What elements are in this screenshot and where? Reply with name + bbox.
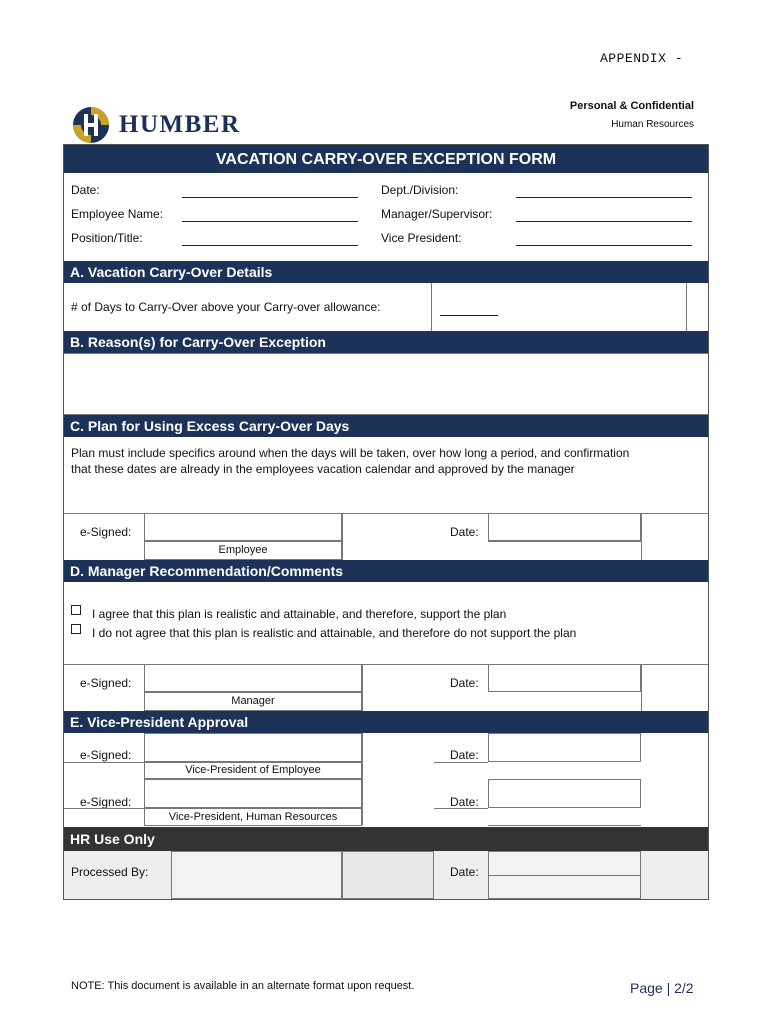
vp-hr-esigned-label: e-Signed: bbox=[80, 795, 132, 809]
vp-employee-role-box bbox=[144, 762, 362, 779]
vp-left-line-2 bbox=[64, 808, 144, 809]
processed-by-label: Processed By: bbox=[71, 865, 149, 879]
vp-hr-role-box bbox=[144, 808, 362, 826]
department-label: Human Resources bbox=[611, 119, 694, 130]
manager-role-label: Manager bbox=[231, 695, 275, 707]
section-a-divider bbox=[431, 283, 432, 331]
vp-divider bbox=[362, 733, 363, 825]
agree-checkbox[interactable] bbox=[71, 605, 81, 615]
agree-label: I agree that this plan is realistic and attainable, and therefore, support the plan bbox=[92, 607, 507, 621]
date-label: Date: bbox=[71, 183, 100, 197]
confidential-label: Personal & Confidential bbox=[569, 100, 694, 112]
manager-date-field[interactable] bbox=[488, 664, 641, 692]
logo-wordmark: HUMBER bbox=[119, 111, 241, 138]
reason-textarea[interactable] bbox=[64, 353, 708, 415]
vp-date-left-line-1 bbox=[434, 762, 488, 763]
disagree-label: I do not agree that this plan is realistic and attainable, and therefore do not support the plan bbox=[92, 626, 577, 640]
manager-date-label: Date: bbox=[450, 676, 479, 690]
vice-president-field[interactable] bbox=[516, 245, 692, 246]
days-label: # of Days to Carry-Over above your Carry-over allowance: bbox=[71, 300, 381, 314]
section-a-header: A. Vacation Carry-Over Details bbox=[64, 261, 708, 283]
employee-sign-divider bbox=[342, 513, 343, 560]
section-e-header: E. Vice-President Approval bbox=[64, 711, 708, 733]
vp-hr-date-label: Date: bbox=[450, 795, 479, 809]
employee-signature-field[interactable] bbox=[144, 513, 342, 541]
appendix-label: APPENDIX - bbox=[600, 51, 684, 66]
form-title: VACATION CARRY-OVER EXCEPTION FORM bbox=[64, 145, 708, 173]
section-b-header: B. Reason(s) for Carry-Over Exception bbox=[64, 331, 708, 353]
vp-employee-esigned-label: e-Signed: bbox=[80, 748, 132, 762]
hr-date-label: Date: bbox=[450, 865, 479, 879]
employee-date-label: Date: bbox=[450, 525, 479, 539]
vp-employee-role-label: Vice-President of Employee bbox=[185, 764, 321, 776]
employee-date-underline bbox=[488, 541, 641, 542]
section-d-header: D. Manager Recommendation/Comments bbox=[64, 560, 708, 582]
vp-hr-role-label: Vice-President, Human Resources bbox=[168, 811, 338, 823]
hr-shade-cell bbox=[342, 851, 434, 899]
dept-field[interactable] bbox=[516, 197, 692, 198]
humber-logo-icon bbox=[71, 105, 111, 145]
position-label: Position/Title: bbox=[71, 231, 143, 245]
manager-esigned-label: e-Signed: bbox=[80, 676, 132, 690]
processed-by-field[interactable] bbox=[171, 851, 342, 899]
vp-employee-signature-field[interactable] bbox=[144, 733, 362, 762]
vp-employee-date-field[interactable] bbox=[488, 733, 641, 762]
days-field[interactable] bbox=[440, 315, 498, 316]
date-field[interactable] bbox=[182, 197, 358, 198]
section-a-divider-right bbox=[686, 283, 687, 331]
vp-date-bottom-line bbox=[488, 825, 641, 826]
employee-name-field[interactable] bbox=[182, 221, 358, 222]
manager-label: Manager/Supervisor: bbox=[381, 207, 493, 221]
manager-signature-field[interactable] bbox=[144, 664, 362, 692]
manager-role-box bbox=[144, 692, 362, 711]
manager-sign-divider bbox=[362, 664, 363, 711]
dept-label: Dept./Division: bbox=[381, 183, 459, 197]
plan-instructions-2: that these dates are already in the employees vacation calendar and approved by the manager bbox=[71, 462, 575, 476]
vp-hr-date-field[interactable] bbox=[488, 779, 641, 808]
footer-note: NOTE: This document is available in an alternate format upon request. bbox=[71, 980, 415, 992]
humber-logo bbox=[71, 105, 241, 145]
plan-instructions-1: Plan must include specifics around when the days will be taken, over how long a period, and confirmation bbox=[71, 446, 630, 460]
employee-role-box bbox=[144, 541, 342, 560]
employee-date-right bbox=[641, 513, 642, 560]
section-c-header: C. Plan for Using Excess Carry-Over Days bbox=[64, 415, 708, 437]
vp-hr-signature-field[interactable] bbox=[144, 779, 362, 808]
employee-name-label: Employee Name: bbox=[71, 207, 164, 221]
manager-date-right bbox=[641, 664, 642, 711]
vp-employee-date-label: Date: bbox=[450, 748, 479, 762]
vacation-form bbox=[63, 144, 709, 900]
position-field[interactable] bbox=[182, 245, 358, 246]
vp-date-left-line-2 bbox=[434, 808, 488, 809]
hr-use-header: HR Use Only bbox=[64, 827, 708, 851]
vice-president-label: Vice President: bbox=[381, 231, 462, 245]
disagree-checkbox[interactable] bbox=[71, 624, 81, 634]
vp-left-line-1 bbox=[64, 762, 144, 763]
employee-date-field[interactable] bbox=[488, 513, 641, 541]
hr-date-line bbox=[488, 875, 641, 876]
page-number: Page | 2/2 bbox=[630, 980, 694, 996]
employee-esigned-label: e-Signed: bbox=[80, 525, 132, 539]
employee-role-label: Employee bbox=[218, 544, 268, 556]
manager-field[interactable] bbox=[516, 221, 692, 222]
